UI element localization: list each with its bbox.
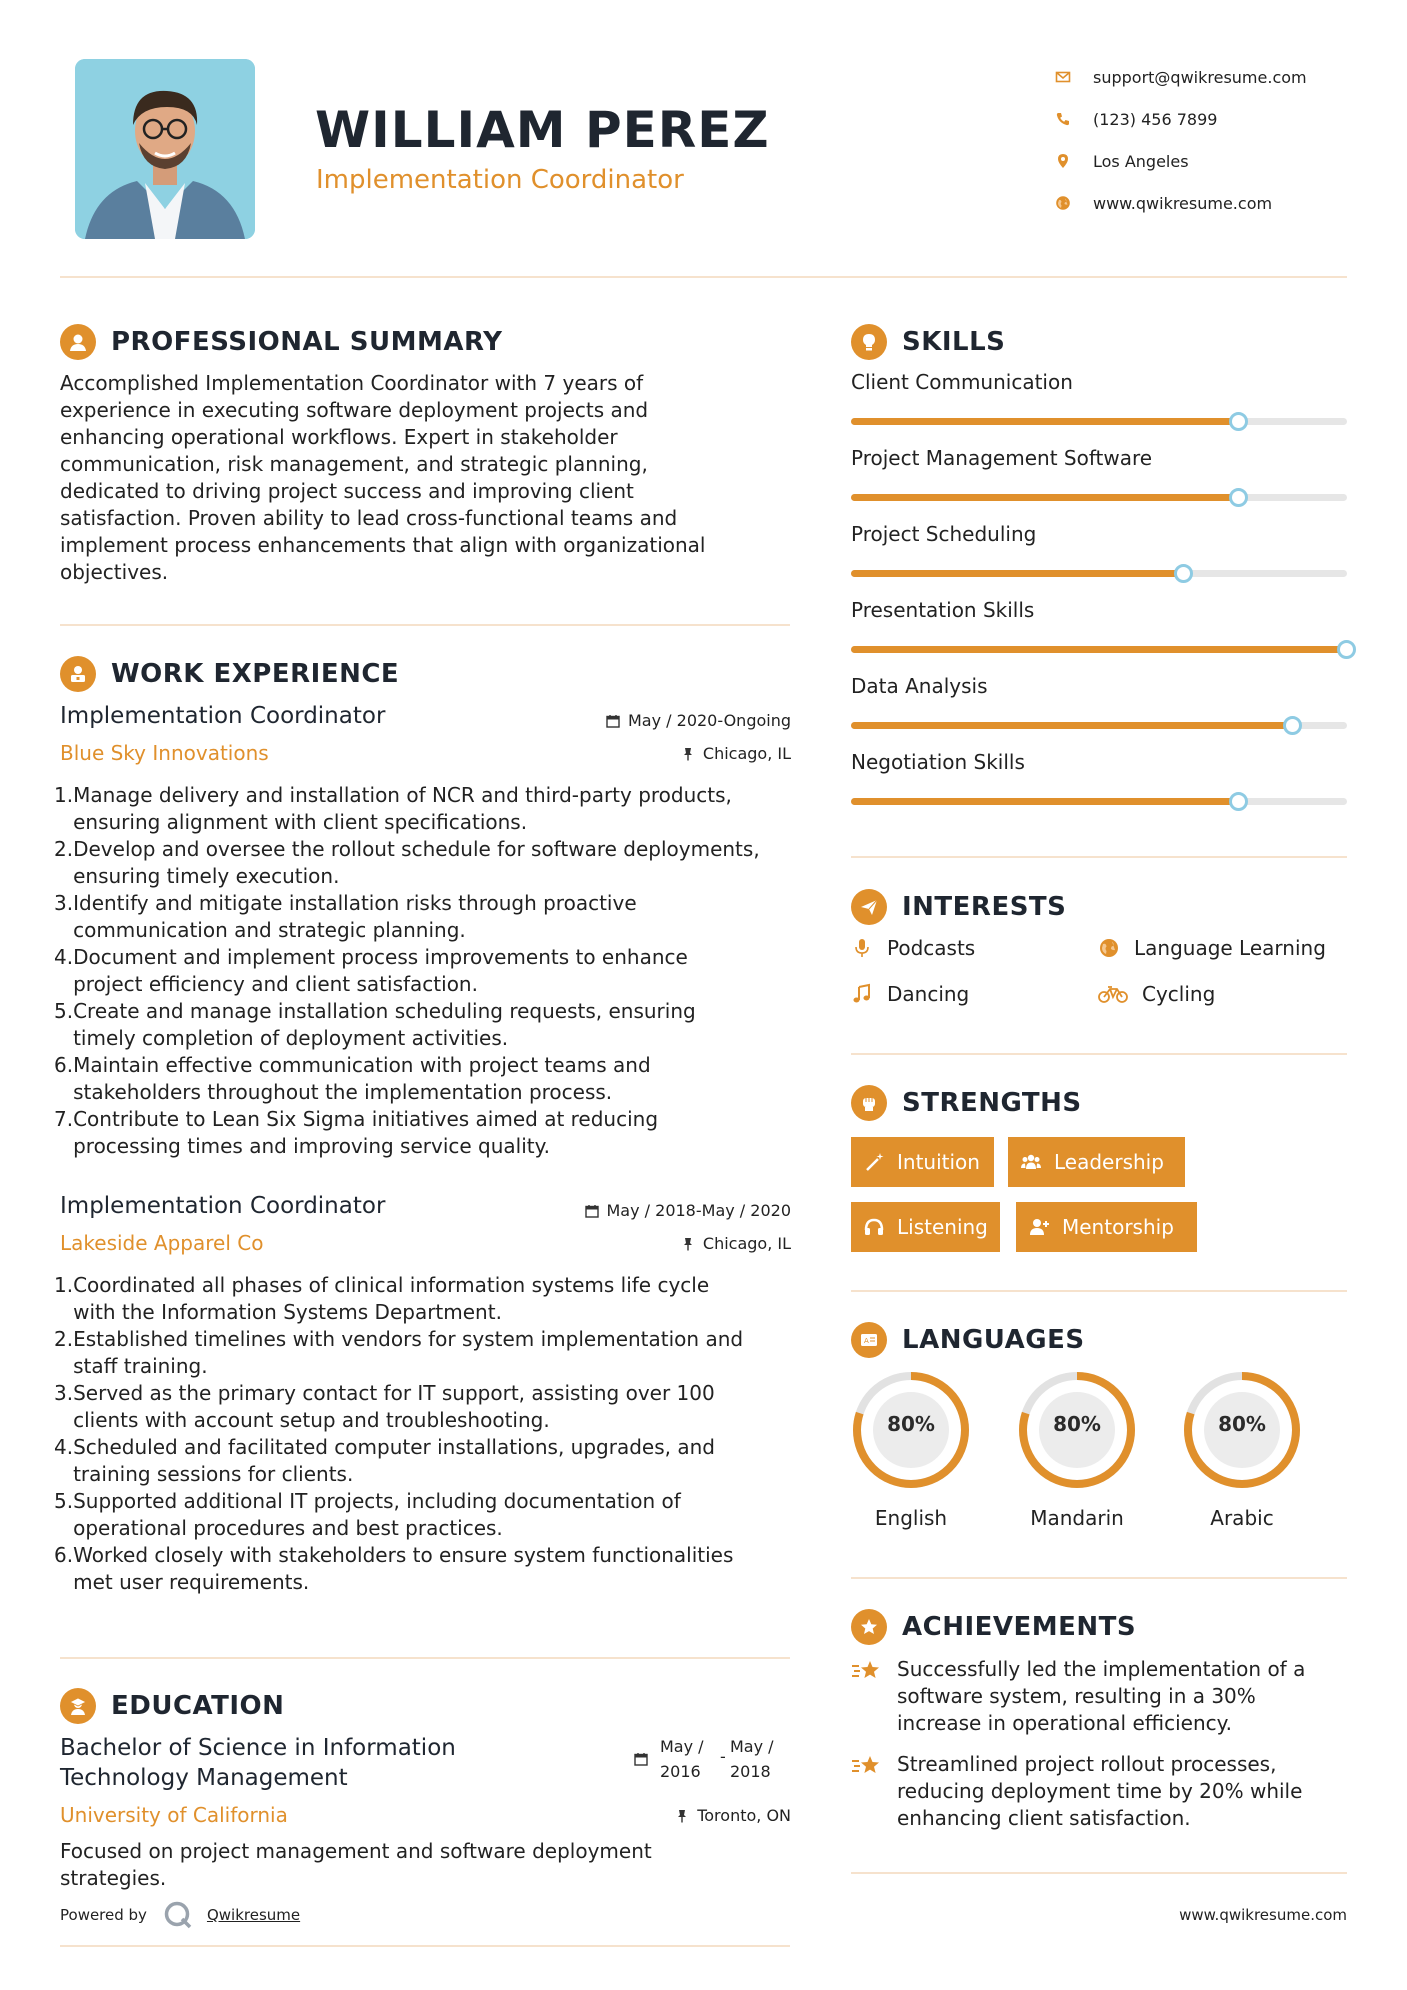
list-line: Served as the primary contact for IT support, assisting over 100 (73, 1381, 715, 1405)
summary-title: PROFESSIONAL SUMMARY (111, 327, 503, 357)
job-location (681, 744, 791, 763)
list-line: Manage delivery and installation of NCR and third-party products, (73, 783, 732, 807)
skill-bar (851, 646, 1347, 653)
summary-line: enhancing operational workflows. Expert in stakeholder (60, 425, 618, 449)
education-heading (60, 1688, 284, 1724)
skill-bar-fill (851, 722, 1292, 729)
languages-heading (851, 1322, 1085, 1358)
list-line: ensuring alignment with client specifications. (73, 810, 528, 834)
list-item (54, 998, 794, 1052)
summary-line: communication, risk management, and strategic planning, (60, 452, 648, 476)
achievements-divider (851, 1872, 1347, 1874)
list-item (54, 782, 794, 836)
achievement-line: enhancing client satisfaction. (897, 1806, 1191, 1830)
interests-heading (851, 889, 1066, 925)
contact-list (1055, 56, 1385, 224)
footer-divider (60, 1945, 790, 1947)
summary-line: objectives. (60, 560, 169, 584)
qwikresume-logo-icon (163, 1900, 193, 1930)
interest-label: Podcasts (887, 936, 976, 960)
skill-name: Presentation Skills (851, 598, 1035, 622)
list-line: Identify and mitigate installation risks through proactive (73, 891, 637, 915)
achievement-line: increase in operational efficiency. (897, 1711, 1232, 1735)
skill-name: Client Communication (851, 370, 1073, 394)
interests-divider (851, 1053, 1347, 1055)
strength-chip (1016, 1202, 1197, 1252)
list-line: communication and strategic planning. (73, 918, 466, 942)
skill-name: Data Analysis (851, 674, 988, 698)
summary-line: experience in executing software deployment projects and (60, 398, 649, 422)
language-name: Arabic (1210, 1506, 1274, 1530)
education-desc-line: Focused on project management and software deployment (60, 1839, 652, 1863)
list-line: Create and manage installation scheduling requests, ensuring (73, 999, 696, 1023)
list-line: stakeholders throughout the implementation process. (73, 1080, 613, 1104)
school-name: University of California (60, 1803, 288, 1827)
job-title: Implementation Coordinator (60, 1193, 386, 1219)
education-location (675, 1806, 791, 1825)
microphone-icon (851, 937, 873, 959)
list-item (54, 1434, 794, 1488)
skill-bar-knob (1229, 488, 1248, 507)
list-item (54, 1488, 794, 1542)
language-item (849, 1368, 973, 1530)
date-separator: - (720, 1747, 726, 1766)
summary-heading (60, 324, 502, 360)
experience-heading (60, 656, 399, 692)
list-number: 6. (54, 1543, 74, 1567)
list-number: 3. (54, 891, 74, 915)
job-location-text: Chicago, IL (702, 1234, 791, 1253)
calendar-icon (585, 1204, 599, 1218)
contact-email-text: support@qwikresume.com (1093, 67, 1307, 87)
list-line: Worked closely with stakeholders to ensure system functionalities (73, 1543, 734, 1567)
language-percent: 80% (1053, 1412, 1101, 1436)
music-note-icon (851, 983, 873, 1005)
star-badge-icon (851, 1609, 887, 1645)
achievement-line: Streamlined project rollout processes, (897, 1752, 1277, 1776)
candidate-name: WILLIAM PEREZ (315, 101, 770, 159)
list-line: met user requirements. (73, 1570, 310, 1594)
skill-bar-fill (851, 418, 1238, 425)
company-name: Blue Sky Innovations (60, 741, 269, 765)
education-location-text: Toronto, ON (697, 1806, 791, 1825)
list-number: 2. (54, 1327, 74, 1351)
list-item (54, 1380, 794, 1434)
candidate-role: Implementation Coordinator (316, 165, 684, 195)
education-date (634, 1734, 794, 1784)
list-number: 6. (54, 1053, 74, 1077)
profile-photo (75, 59, 255, 239)
company-name: Lakeside Apparel Co (60, 1231, 264, 1255)
list-line: training sessions for clients. (73, 1462, 354, 1486)
date-end-year: 2018 (730, 1762, 771, 1781)
list-number: 4. (54, 1435, 74, 1459)
summary-line: satisfaction. Proven ability to lead cross-functional teams and (60, 506, 678, 530)
skill-bar-knob (1229, 792, 1248, 811)
achievement-line: reducing deployment time by 20% while (897, 1779, 1303, 1803)
summary-text (60, 370, 780, 586)
interest-item (1098, 982, 1215, 1006)
job-date-text: May / 2018-May / 2020 (606, 1201, 791, 1220)
interest-label: Cycling (1142, 982, 1216, 1006)
contact-location (1055, 140, 1385, 182)
list-line: Contribute to Lean Six Sigma initiatives aimed at reducing (73, 1107, 659, 1131)
svg-text:A: A (864, 1337, 869, 1345)
strength-label: Listening (897, 1215, 988, 1239)
user-icon (60, 324, 96, 360)
skill-bar-knob (1283, 716, 1302, 735)
list-number: 2. (54, 837, 74, 861)
shooting-star-icon (851, 1753, 883, 1779)
list-item (54, 836, 794, 890)
list-line: ensuring timely execution. (73, 864, 340, 888)
interest-label: Language Learning (1134, 936, 1326, 960)
headphones-icon (863, 1216, 885, 1238)
lightbulb-icon (851, 324, 887, 360)
list-number: 1. (54, 1273, 74, 1297)
job-title: Implementation Coordinator (60, 703, 386, 729)
list-line: project efficiency and client satisfaction. (73, 972, 478, 996)
strength-label: Intuition (897, 1150, 980, 1174)
summary-line: dedicated to driving project success and improving client (60, 479, 634, 503)
skill-item (851, 522, 1347, 577)
list-line: staff training. (73, 1354, 208, 1378)
contact-website[interactable] (1055, 182, 1385, 224)
date-end-month: May / (730, 1737, 774, 1756)
contact-phone[interactable] (1055, 98, 1385, 140)
language-item (1015, 1368, 1139, 1530)
skill-bar-fill (851, 798, 1238, 805)
interest-label: Dancing (887, 982, 970, 1006)
education-description (60, 1838, 790, 1892)
interest-item (851, 936, 975, 960)
achievements-title: ACHIEVEMENTS (902, 1612, 1137, 1642)
magic-wand-icon (863, 1151, 885, 1173)
list-item (54, 1106, 794, 1160)
powered-by-label: Powered by (60, 1906, 147, 1924)
list-line: Coordinated all phases of clinical information systems life cycle (73, 1273, 710, 1297)
skill-bar-knob (1229, 412, 1248, 431)
list-line: timely completion of deployment activities. (73, 1026, 509, 1050)
list-line: processing times and improving service quality. (73, 1134, 550, 1158)
strength-label: Mentorship (1062, 1215, 1174, 1239)
fist-icon (851, 1085, 887, 1121)
skill-item (851, 370, 1347, 425)
language-item (1180, 1368, 1304, 1530)
list-item (54, 944, 794, 998)
skill-name: Project Scheduling (851, 522, 1037, 546)
summary-divider (60, 624, 790, 626)
skill-item (851, 446, 1347, 501)
interests-title: INTERESTS (902, 892, 1067, 922)
contact-email[interactable] (1055, 56, 1385, 98)
globe-icon (1098, 937, 1120, 959)
list-number: 5. (54, 999, 74, 1023)
contact-location-text: Los Angeles (1093, 151, 1189, 171)
email-icon (1055, 69, 1071, 85)
skills-heading (851, 324, 1005, 360)
list-number: 7. (54, 1107, 74, 1131)
list-number: 1. (54, 783, 74, 807)
degree-line: Bachelor of Science in Information (60, 1735, 456, 1761)
languages-divider (851, 1577, 1347, 1579)
list-number: 4. (54, 945, 74, 969)
powered-by (60, 1900, 300, 1930)
skill-bar-knob (1174, 564, 1193, 583)
language-name: English (874, 1506, 948, 1530)
contact-website-text: www.qwikresume.com (1093, 193, 1273, 213)
job-location-text: Chicago, IL (702, 744, 791, 763)
skills-divider (851, 856, 1347, 858)
achievement-line: Successfully led the implementation of a (897, 1657, 1306, 1681)
skill-bar (851, 722, 1347, 729)
skill-bar (851, 570, 1347, 577)
job-date (606, 711, 791, 730)
job-duties-list (54, 1272, 794, 1596)
language-icon (851, 1322, 887, 1358)
briefcase-icon (60, 656, 96, 692)
languages-title: LANGUAGES (902, 1325, 1085, 1355)
strength-label: Leadership (1054, 1150, 1164, 1174)
list-line: Develop and oversee the rollout schedule for software deployments, (73, 837, 760, 861)
job-date (585, 1201, 792, 1220)
education-desc-line: strategies. (60, 1866, 167, 1890)
summary-line: implement process enhancements that align with organizational (60, 533, 706, 557)
interest-item (1098, 936, 1326, 960)
calendar-icon (606, 714, 620, 728)
skill-name: Negotiation Skills (851, 750, 1025, 774)
graduation-icon (60, 1688, 96, 1724)
skill-name: Project Management Software (851, 446, 1153, 470)
skill-bar-fill (851, 494, 1238, 501)
list-line: Supported additional IT projects, including documentation of (73, 1489, 681, 1513)
list-number: 5. (54, 1489, 74, 1513)
contact-phone-text: (123) 456 7899 (1093, 109, 1218, 129)
footer-website[interactable]: www.qwikresume.com (1179, 1906, 1347, 1924)
list-item (54, 1272, 794, 1326)
list-line: operational procedures and best practices. (73, 1516, 503, 1540)
language-percent: 80% (887, 1412, 935, 1436)
pin-icon (681, 1237, 695, 1251)
list-item (54, 1326, 794, 1380)
list-line: with the Information Systems Department. (73, 1300, 502, 1324)
users-icon (1020, 1151, 1042, 1173)
experience-divider (60, 1657, 790, 1659)
interest-item (851, 982, 969, 1006)
skill-item (851, 750, 1347, 805)
list-line: Scheduled and facilitated computer installations, upgrades, and (73, 1435, 715, 1459)
list-line: Document and implement process improvements to enhance (73, 945, 688, 969)
skill-bar (851, 494, 1347, 501)
date-start-year: 2016 (660, 1762, 701, 1781)
globe-icon (1055, 195, 1071, 211)
list-number: 3. (54, 1381, 74, 1405)
education-title: EDUCATION (111, 1691, 285, 1721)
skill-item (851, 598, 1347, 653)
list-line: clients with account setup and troubleshooting. (73, 1408, 550, 1432)
header-divider (60, 276, 1347, 278)
strengths-heading (851, 1085, 1082, 1121)
location-pin-icon (1055, 153, 1071, 169)
summary-line: Accomplished Implementation Coordinator with 7 years of (60, 371, 644, 395)
job-date-text: May / 2020-Ongoing (628, 711, 791, 730)
skill-bar-fill (851, 570, 1183, 577)
strengths-title: STRENGTHS (902, 1088, 1082, 1118)
language-percent: 80% (1218, 1412, 1266, 1436)
strength-chip (851, 1202, 1000, 1252)
achievements-heading (851, 1609, 1136, 1645)
pin-icon (675, 1809, 689, 1823)
language-name: Mandarin (1030, 1506, 1124, 1530)
paper-plane-icon (851, 889, 887, 925)
qwikresume-link[interactable]: Qwikresume (206, 1906, 301, 1924)
list-line: Established timelines with vendors for system implementation and (73, 1327, 744, 1351)
shooting-star-icon (851, 1658, 883, 1684)
list-item (54, 1542, 794, 1596)
strengths-divider (851, 1290, 1347, 1292)
strength-chip (851, 1137, 994, 1187)
date-start-month: May / (660, 1737, 704, 1756)
strength-chip (1008, 1137, 1185, 1187)
skills-title: SKILLS (902, 327, 1006, 357)
achievement-item (851, 1656, 1331, 1737)
achievement-item (851, 1751, 1331, 1832)
user-plus-icon (1028, 1216, 1050, 1238)
skill-bar (851, 418, 1347, 425)
skill-bar-knob (1337, 640, 1356, 659)
skill-bar (851, 798, 1347, 805)
bicycle-icon (1098, 983, 1128, 1005)
skill-item (851, 674, 1347, 729)
pin-icon (681, 747, 695, 761)
experience-title: WORK EXPERIENCE (111, 659, 400, 689)
job-location (681, 1234, 791, 1253)
phone-icon (1055, 111, 1071, 127)
list-item (54, 1052, 794, 1106)
job-duties-list (54, 782, 794, 1160)
achievement-line: software system, resulting in a 30% (897, 1684, 1256, 1708)
list-line: Maintain effective communication with project teams and (73, 1053, 651, 1077)
list-item (54, 890, 794, 944)
degree-line: Technology Management (60, 1765, 348, 1791)
calendar-icon (634, 1752, 648, 1766)
skill-bar-fill (851, 646, 1347, 653)
